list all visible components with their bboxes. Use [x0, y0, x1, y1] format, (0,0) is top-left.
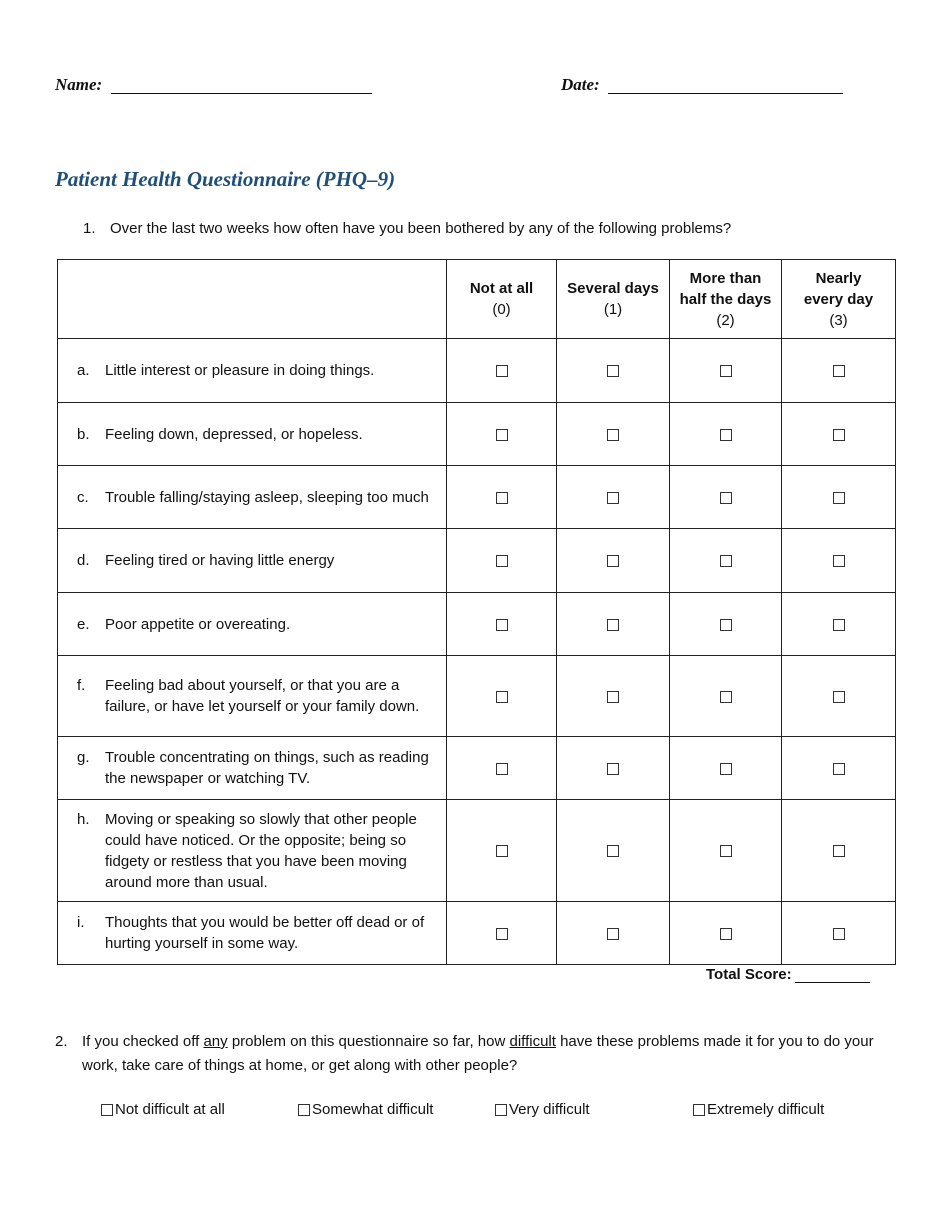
answer-cell — [782, 737, 896, 800]
table-row — [58, 737, 896, 800]
checkbox-f-1[interactable] — [607, 691, 619, 703]
checkbox-c-2[interactable] — [720, 492, 732, 504]
answer-cell — [557, 403, 670, 466]
answer-cell — [557, 339, 670, 403]
checkbox-d-1[interactable] — [607, 555, 619, 567]
answer-cell — [782, 800, 896, 902]
checkbox-a-2[interactable] — [720, 365, 732, 377]
answer-cell — [782, 466, 896, 529]
option-label: Extremely difficult — [707, 1101, 825, 1118]
answer-cell — [782, 902, 896, 965]
item-text: Moving or speaking so slowly that other people could have noticed. Or the opposite; being so fidgety or restless that you have been moving around more than usual. — [105, 810, 417, 891]
item-letter: c. — [77, 488, 89, 506]
column-code: (1) — [603, 301, 623, 318]
checkbox-g-1[interactable] — [607, 763, 619, 775]
item-text: Thoughts that you would be better off dead or of hurting yourself in some way. — [105, 914, 425, 952]
checkbox-d-3[interactable] — [833, 555, 845, 567]
checkbox-a-0[interactable] — [496, 365, 508, 377]
answer-cell — [557, 800, 670, 902]
checkbox-c-3[interactable] — [833, 492, 845, 504]
answer-cell — [782, 529, 896, 593]
column-code: (0) — [492, 301, 511, 318]
item-cell — [58, 529, 447, 593]
option-label: Somewhat difficult — [312, 1101, 434, 1118]
option-somewhat-difficult[interactable] — [298, 1101, 433, 1118]
checkbox-a-1[interactable] — [607, 365, 619, 377]
option-label: Very difficult — [509, 1101, 590, 1118]
checkbox-i-1[interactable] — [607, 928, 619, 940]
checkbox-f-2[interactable] — [720, 691, 732, 703]
column-header-3 — [782, 260, 896, 339]
checkbox-c-1[interactable] — [607, 492, 619, 504]
answer-cell — [670, 339, 782, 403]
question2-part1: If you checked off — [82, 1033, 204, 1050]
answer-cell — [447, 339, 557, 403]
checkbox-f-3[interactable] — [833, 691, 845, 703]
item-cell — [58, 466, 447, 529]
item-text: Feeling tired or having little energy — [105, 552, 335, 569]
answer-cell — [447, 403, 557, 466]
total-score-field[interactable] — [795, 982, 870, 983]
name-label: Name: — [55, 75, 103, 94]
answer-cell — [557, 466, 670, 529]
item-cell — [58, 403, 447, 466]
checkbox-e-2[interactable] — [720, 619, 732, 631]
checkbox-e-1[interactable] — [607, 619, 619, 631]
checkbox-g-0[interactable] — [496, 763, 508, 775]
checkbox-option[interactable] — [693, 1104, 705, 1116]
checkbox-h-3[interactable] — [833, 845, 845, 857]
header-empty-cell — [58, 260, 447, 339]
column-label: Not at all — [469, 280, 534, 297]
checkbox-g-2[interactable] — [720, 763, 732, 775]
item-cell — [58, 902, 447, 965]
page-title: Patient Health Questionnaire (PHQ–9) — [55, 167, 396, 191]
table-row — [58, 902, 896, 965]
item-letter: g. — [77, 749, 90, 766]
checkbox-option[interactable] — [495, 1104, 507, 1116]
answer-cell — [447, 800, 557, 902]
option-not-difficult[interactable] — [101, 1101, 225, 1118]
checkbox-h-0[interactable] — [496, 845, 508, 857]
checkbox-h-2[interactable] — [720, 845, 732, 857]
total-score-label: Total Score: — [706, 966, 792, 983]
item-letter: i. — [77, 914, 85, 931]
column-code: (3) — [829, 311, 848, 329]
table-row — [58, 466, 896, 529]
checkbox-e-3[interactable] — [833, 619, 845, 631]
column-label: Several days — [567, 280, 659, 297]
item-letter: f. — [77, 677, 86, 694]
checkbox-option[interactable] — [101, 1104, 113, 1116]
checkbox-i-2[interactable] — [720, 928, 732, 940]
checkbox-e-0[interactable] — [496, 619, 508, 631]
option-extremely-difficult[interactable] — [693, 1101, 824, 1118]
answer-cell — [670, 466, 782, 529]
table-row — [58, 656, 896, 737]
answer-cell — [447, 902, 557, 965]
column-label: Nearly every day — [803, 269, 874, 308]
column-label: More than half the days — [679, 269, 772, 308]
item-cell — [58, 800, 447, 902]
answer-cell — [782, 656, 896, 737]
item-cell — [58, 737, 447, 800]
phq-table — [57, 259, 896, 965]
checkbox-b-3[interactable] — [833, 429, 845, 441]
answer-cell — [557, 656, 670, 737]
item-text: Little interest or pleasure in doing things. — [105, 362, 375, 379]
question2-part3: have these problems made it for you to do your work, take care of things at home, or get along with other people? — [82, 1033, 874, 1074]
item-cell — [58, 593, 447, 656]
column-code: (2) — [716, 311, 735, 329]
table-row — [58, 403, 896, 466]
name-field[interactable] — [111, 93, 372, 94]
answer-cell — [447, 593, 557, 656]
question1-text: Over the last two weeks how often have you been bothered by any of the following problems? — [110, 220, 732, 237]
item-cell — [58, 656, 447, 737]
question2 — [55, 1030, 885, 1078]
answer-cell — [447, 529, 557, 593]
checkbox-h-1[interactable] — [607, 845, 619, 857]
checkbox-a-3[interactable] — [833, 365, 845, 377]
table-row — [58, 593, 896, 656]
checkbox-b-0[interactable] — [496, 429, 508, 441]
item-text: Feeling down, depressed, or hopeless. — [105, 425, 363, 443]
answer-cell — [557, 529, 670, 593]
question1-number: 1. — [83, 220, 96, 237]
answer-cell — [670, 800, 782, 902]
question2-emphasis-any: any — [203, 1033, 228, 1050]
item-text: Feeling bad about yourself, or that you are a failure, or have let yourself or your family down. — [105, 677, 420, 715]
checkbox-i-0[interactable] — [496, 928, 508, 940]
checkbox-b-1[interactable] — [607, 429, 619, 441]
table-row — [58, 529, 896, 593]
item-letter: b. — [77, 425, 90, 443]
answer-cell — [670, 737, 782, 800]
answer-cell — [782, 403, 896, 466]
checkbox-g-3[interactable] — [833, 763, 845, 775]
answer-cell — [670, 656, 782, 737]
answer-cell — [670, 403, 782, 466]
checkbox-f-0[interactable] — [496, 691, 508, 703]
answer-cell — [447, 656, 557, 737]
question2-emphasis-difficult: difficult — [509, 1033, 556, 1050]
item-text: Poor appetite or overeating. — [105, 615, 291, 633]
item-cell — [58, 339, 447, 403]
question2-part2: problem on this questionnaire so far, how — [227, 1033, 510, 1050]
answer-cell — [557, 737, 670, 800]
column-header-2 — [670, 260, 782, 339]
item-letter: d. — [77, 552, 90, 569]
answer-cell — [557, 593, 670, 656]
answer-cell — [670, 529, 782, 593]
table-row — [58, 339, 896, 403]
answer-cell — [557, 902, 670, 965]
option-very-difficult[interactable] — [495, 1101, 590, 1118]
checkbox-d-0[interactable] — [496, 555, 508, 567]
answer-cell — [782, 593, 896, 656]
item-letter: h. — [77, 810, 90, 828]
checkbox-d-2[interactable] — [720, 555, 732, 567]
item-letter: e. — [77, 615, 90, 633]
checkbox-b-2[interactable] — [720, 429, 732, 441]
answer-cell — [670, 593, 782, 656]
checkbox-c-0[interactable] — [496, 492, 508, 504]
column-header-0 — [447, 260, 557, 339]
question2-text — [82, 1030, 885, 1078]
date-field[interactable] — [608, 93, 843, 94]
item-text: Trouble concentrating on things, such as reading the newspaper or watching TV. — [105, 749, 429, 787]
answer-cell — [447, 737, 557, 800]
answer-cell — [782, 339, 896, 403]
option-label: Not difficult at all — [115, 1101, 225, 1118]
item-letter: a. — [77, 362, 90, 379]
answer-cell — [447, 466, 557, 529]
checkbox-i-3[interactable] — [833, 928, 845, 940]
question2-number: 2. — [55, 1033, 68, 1050]
item-text: Trouble falling/staying asleep, sleeping too much — [105, 488, 429, 506]
column-header-1 — [557, 260, 670, 339]
answer-cell — [670, 902, 782, 965]
table-header-row — [58, 260, 896, 339]
checkbox-option[interactable] — [298, 1104, 310, 1116]
table-row — [58, 800, 896, 902]
date-label: Date: — [561, 75, 600, 94]
